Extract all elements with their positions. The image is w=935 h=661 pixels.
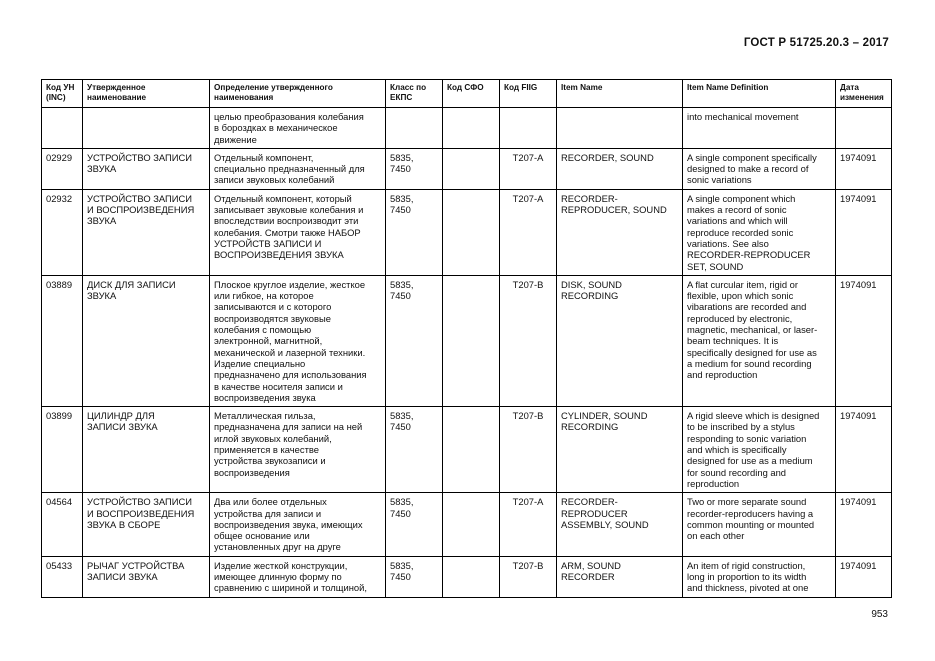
cell-approved-name: ДИСК ДЛЯ ЗАПИСИ ЗВУКА xyxy=(83,275,210,406)
cell-fiig: T207-B xyxy=(500,275,557,406)
cell-change-date: 1974091 xyxy=(836,493,892,556)
cell-class: 5835, 7450 xyxy=(386,556,443,597)
cell-item-name: RECORDER- REPRODUCER ASSEMBLY, SOUND xyxy=(557,493,683,556)
cell-sfo xyxy=(443,407,500,493)
cell-item-definition: into mechanical movement xyxy=(683,108,836,149)
cell-definition: Плоское круглое изделие, жесткое или гибкое, на которое записываются и с которого воспроизводятся звуковые колебания с помощью электронной, магнитной, механической и лазерной техники. Изделие специально предназначено для использования в качестве носителя записи и воспроизведения звука xyxy=(210,275,386,406)
table-header-row xyxy=(42,80,892,108)
cell-sfo xyxy=(443,493,500,556)
cell-item-name: RECORDER, SOUND xyxy=(557,148,683,189)
cell-fiig: T207-A xyxy=(500,493,557,556)
col-header-inc: Код УН (INC) xyxy=(42,80,83,108)
cell-inc: 03889 xyxy=(42,275,83,406)
table-row xyxy=(42,493,892,556)
cell-change-date: 1974091 xyxy=(836,275,892,406)
cell-inc xyxy=(42,108,83,149)
cell-change-date: 1974091 xyxy=(836,189,892,275)
cell-approved-name: УСТРОЙСТВО ЗАПИСИ ЗВУКА xyxy=(83,148,210,189)
table-row xyxy=(42,108,892,149)
cell-fiig: T207-A xyxy=(500,189,557,275)
cell-sfo xyxy=(443,275,500,406)
cell-item-name: DISK, SOUND RECORDING xyxy=(557,275,683,406)
page-number: 953 xyxy=(871,609,888,620)
cell-inc: 02929 xyxy=(42,148,83,189)
cell-class: 5835, 7450 xyxy=(386,275,443,406)
cell-item-definition: A rigid sleeve which is designed to be inscribed by a stylus responding to sonic variation and which is specifically designed for use as a medium for sound recording and reproduction xyxy=(683,407,836,493)
cell-sfo xyxy=(443,189,500,275)
document-standard-title: ГОСТ Р 51725.20.3 – 2017 xyxy=(743,37,889,49)
col-header-approved-name: Утвержденное наименование xyxy=(83,80,210,108)
table-row xyxy=(42,407,892,493)
cell-class: 5835, 7450 xyxy=(386,493,443,556)
cell-sfo xyxy=(443,556,500,597)
cell-item-definition: A single component which makes a record of sonic variations and which will reproduce recorded sonic variations. See also RECORDER-REPRODUCER SET, SOUND xyxy=(683,189,836,275)
col-header-item-name: Item Name xyxy=(557,80,683,108)
table-row xyxy=(42,556,892,597)
cell-definition: Изделие жесткой конструкции, имеющее длинную форму по сравнению с шириной и толщиной, xyxy=(210,556,386,597)
cell-change-date: 1974091 xyxy=(836,148,892,189)
col-header-change-date: Дата изменения xyxy=(836,80,892,108)
cell-change-date: 1974091 xyxy=(836,407,892,493)
table-row xyxy=(42,189,892,275)
table-header xyxy=(42,80,892,108)
cell-sfo xyxy=(443,108,500,149)
cell-approved-name: УСТРОЙСТВО ЗАПИСИ И ВОСПРОИЗВЕДЕНИЯ ЗВУКА В СБОРЕ xyxy=(83,493,210,556)
cell-item-definition: Two or more separate sound recorder-reproducers having a common mounting or mounted on each other xyxy=(683,493,836,556)
cell-inc: 04564 xyxy=(42,493,83,556)
cell-fiig: T207-B xyxy=(500,556,557,597)
cell-inc: 02932 xyxy=(42,189,83,275)
cell-item-definition: An item of rigid construction, long in proportion to its width and thickness, pivoted at one xyxy=(683,556,836,597)
cell-fiig: T207-A xyxy=(500,148,557,189)
cell-approved-name: ЦИЛИНДР ДЛЯ ЗАПИСИ ЗВУКА xyxy=(83,407,210,493)
col-header-item-definition: Item Name Definition xyxy=(683,80,836,108)
cell-fiig: T207-B xyxy=(500,407,557,493)
register-table xyxy=(41,79,892,598)
cell-sfo xyxy=(443,148,500,189)
cell-item-name: RECORDER- REPRODUCER, SOUND xyxy=(557,189,683,275)
cell-approved-name xyxy=(83,108,210,149)
col-header-definition: Определение утвержденного наименования xyxy=(210,80,386,108)
cell-inc: 05433 xyxy=(42,556,83,597)
table-body xyxy=(42,108,892,598)
cell-item-definition: A flat curcular item, rigid or flexible, upon which sonic vibarations are recorded and reproduced by electronic, magnetic, mechanical, or laser- beam techniques. It is specifically designed for use as a medium for sound recording and reproduction xyxy=(683,275,836,406)
cell-item-name xyxy=(557,108,683,149)
table-row xyxy=(42,275,892,406)
col-header-sfo: Код СФО xyxy=(443,80,500,108)
cell-change-date: 1974091 xyxy=(836,556,892,597)
table-row xyxy=(42,148,892,189)
cell-definition: Отдельный компонент, специально предназначенный для записи звуковых колебаний xyxy=(210,148,386,189)
cell-definition: Отдельный компонент, который записывает звуковые колебания и впоследствии воспроизводит эти колебания. Смотри также НАБОР УСТРОЙСТВ ЗАПИСИ И ВОСПРОИЗВЕДЕНИЯ ЗВУКА xyxy=(210,189,386,275)
col-header-class: Класс по ЕКПС xyxy=(386,80,443,108)
cell-class: 5835, 7450 xyxy=(386,407,443,493)
cell-change-date xyxy=(836,108,892,149)
cell-definition: целью преобразования колебания в бороздках в механическое движение xyxy=(210,108,386,149)
cell-item-name: CYLINDER, SOUND RECORDING xyxy=(557,407,683,493)
cell-fiig xyxy=(500,108,557,149)
cell-definition: Два или более отдельных устройства для записи и воспроизведения звука, имеющих общее основание или установленных друг на друге xyxy=(210,493,386,556)
cell-class: 5835, 7450 xyxy=(386,148,443,189)
cell-class: 5835, 7450 xyxy=(386,189,443,275)
cell-approved-name: УСТРОЙСТВО ЗАПИСИ И ВОСПРОИЗВЕДЕНИЯ ЗВУКА xyxy=(83,189,210,275)
cell-item-name: ARM, SOUND RECORDER xyxy=(557,556,683,597)
col-header-fiig: Код FIIG xyxy=(500,80,557,108)
cell-approved-name: РЫЧАГ УСТРОЙСТВА ЗАПИСИ ЗВУКА xyxy=(83,556,210,597)
cell-class xyxy=(386,108,443,149)
cell-inc: 03899 xyxy=(42,407,83,493)
cell-definition: Металлическая гильза, предназначена для записи на ней иглой звуковых колебаний, применяется в качестве устройства звукозаписи и воспроизведения xyxy=(210,407,386,493)
cell-item-definition: A single component specifically designed to make a record of sonic variations xyxy=(683,148,836,189)
